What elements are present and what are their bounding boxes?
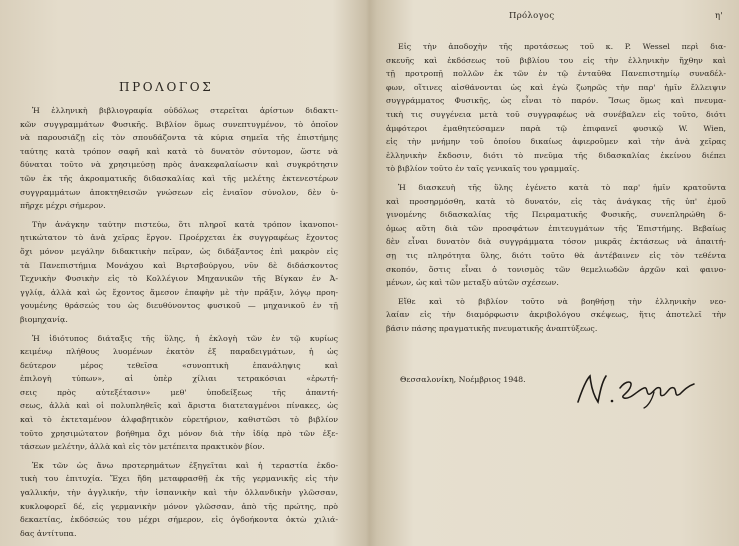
text-line: δύναται τοῦτο νὰ χρησιμεύσῃ πρὸς ἀνακεφαλαίωσιν καὶ συγκρότησιν bbox=[20, 160, 338, 170]
signature-icon bbox=[564, 368, 709, 410]
text-line: Ἡ ἑλληνικὴ βιβλιογραφία οὐδόλως στερεῖται ἀρίστων διδακτι- bbox=[32, 106, 338, 115]
text-line: Ἡ ἰδιότυπος διάταξις τῆς ὕλης, ἡ ἐκλογὴ τῶν ἐν τῷ κυρίως bbox=[32, 333, 338, 343]
text-line: Εἰς τὴν ἀποδοχὴν τῆς προτάσεως τοῦ κ. P. Wessel περὶ δια- bbox=[398, 42, 726, 51]
right-text-block bbox=[386, 40, 726, 335]
text-line: Ἐκ τῶν ὡς ἄνω προτερημάτων ἐξηγεῖται καὶ ἡ τεραστία ἐκδο- bbox=[32, 460, 338, 470]
text-line: Τὴν ἀνάγκην ταύτην πιστεύω, ὅτι πληροῖ κατὰ τρόπον ἱκανοποι- bbox=[32, 219, 338, 229]
text-line: τικὴ του ἐπιτυχία. Ἔχει ἤδη μεταφρασθῇ ἐκ τῆς γερμανικῆς εἰς τὴν bbox=[20, 474, 338, 484]
text-line: Τεχνικὴν Φυσικὴν εἰς τὸ Κολλέγιον Μηχανικῶν τῆς Βίγκαν ἐν Ἀ- bbox=[20, 274, 338, 284]
text-line: τοῦτο χρησιμώτατον βοήθημα ὄχι μόνον διὰ τὴν ἰδίᾳ πρὸ τῶν ἐξε- bbox=[20, 428, 338, 438]
text-line: δας ἀντίτυπα. bbox=[20, 528, 77, 538]
text-line: δεύτερον μέρος τεθεῖσα «συνοπτικὴ ἐπανάληψις καὶ bbox=[20, 360, 338, 370]
text-line: τῇ προτροπῇ πολλῶν ἐκ τῶν ἐν τῷ ἐνταῦθα Πανεπιστημίῳ συναδέλ- bbox=[386, 69, 726, 79]
left-text-block bbox=[20, 104, 338, 540]
text-line: πῆρχε μέχρι σήμερον. bbox=[20, 201, 106, 211]
text-line: εἰς τὴν μνήμην τοῦ ὁποίου δικαίως ἀφιεροῦμεν καὶ τὴν ἀνὰ χεῖρας bbox=[386, 137, 726, 147]
text-line: σεως, ἀλλὰ καὶ οἱ πολυπληθεῖς καὶ ἄριστα διατεταγμένοι πίνακες, ὡς bbox=[20, 401, 338, 411]
text-line: λαίαν εἰς τὴν διαμόρφωσιν ἀκριβολόγου σκέψεως, ἥτις ἀποτελεῖ τὴν bbox=[386, 310, 726, 320]
text-line: φων, οἵτινες αἰσθάνονται ὡς καὶ ἐγὼ ζωηρῶς τὴν παρ' ἡμῖν ἔλλειψιν bbox=[386, 82, 726, 92]
text-line: συγγραμμάτων ἀποκτηθεισῶν γνώσεων εἰς ἑνιαῖον σύνολον, δὲν ὑ- bbox=[20, 187, 338, 197]
text-line: ἐπιλογὴ τύπων», αἱ ὑπὲρ χίλιαι τετρακόσιαι «ἐρωτή- bbox=[20, 374, 338, 384]
left-page bbox=[0, 0, 360, 546]
text-line: βιομηχανίᾳ. bbox=[20, 314, 68, 324]
text-line: σκευῆς καὶ ἐκδόσεως τοῦ βιβλίου του εἰς τὴν ἑλληνικὴν ἤχθην καὶ bbox=[386, 55, 726, 65]
text-line: Ἡ διασκευὴ τῆς ὕλης ἐγένετο κατὰ τὸ παρ' ἡμῖν κρατοῦντα bbox=[398, 182, 726, 192]
text-line: κῶν συγγραμμάτων Φυσικῆς. Βιβλίον ὅμως συνεπτυγμένον, τὸ ὁποῖον bbox=[20, 119, 338, 129]
right-page bbox=[372, 0, 739, 546]
text-line: τὸ βιβλίον τοῦτο ἐν ταῖς γενικαῖς του γραμμαῖς. bbox=[386, 164, 580, 174]
text-line: βάσιν πάσης πραγματικῆς πνευματικῆς ἀναπτύξεως. bbox=[386, 323, 598, 333]
text-line: καὶ τὸ ἐκτεταμένον ἀλφαβητικὸν εὑρετήριον, καθιστῶσι τὸ βιβλίον bbox=[20, 415, 338, 425]
text-line: γινομένης διδασκαλίας τῆς Πειραματικῆς Φυσικῆς, συνεπληρώθη δ- bbox=[386, 210, 726, 220]
text-line: ητικώτατον τὸ ἀνὰ χεῖρας ἔργον. Προέρχεται ἐκ συγγραφέως ἔχοντος bbox=[20, 233, 338, 243]
text-line: ἑλληνικὴν ἔκδοσιν, διότι τὸ πνεῦμα τῆς διδασκαλίας ἐκείνου διέπει bbox=[386, 150, 726, 160]
text-line: γαλλικήν, τὴν ἀγγλικήν, τὴν ἰσπανικὴν καὶ τὴν ὁλλανδικὴν γλῶσσαν, bbox=[20, 488, 338, 498]
text-line: γγλίᾳ, ἀλλὰ καὶ ὡς ἔχοντος ἄμεσον ἐπαφὴν μὲ τὴν πρᾶξιν, λόγῳ προη- bbox=[20, 287, 338, 297]
text-line: ταύτης κατὰ τρόπον σαφῆ καὶ κατὰ τὸ δυνατὸν σύντομον, ὥστε νὰ bbox=[20, 146, 338, 156]
text-line: συγγράμματος Φυσικῆς, ὡς εἶναι τὸ παρόν. Ἴσως ὅμως καὶ πνευμα- bbox=[386, 96, 726, 106]
text-line: κειμένῳ πλήθους λυομένων ἑκατὸν ἐξ παραδειγμάτων, ἡ ὡς bbox=[20, 347, 338, 357]
text-line: ὄχι μόνον μεγάλην διδακτικὴν πεῖραν, ὡς διδάξαντος ἐπὶ μακρὸν εἰς bbox=[20, 246, 338, 256]
text-line: τῶν ἐκ τῆς ἀκροαματικῆς διδασκαλίας καὶ τῆς μελέτης ἐκτενεστέρων bbox=[20, 173, 338, 183]
text-line: ἀμφότεροι ἐμαθητεύσαμεν παρὰ τῷ ἐπιφανεῖ φυσικῷ W. Wien, bbox=[386, 123, 726, 133]
text-line: σεις πρὸς αὐτεξέτασιν» μεθ' ὑποδείξεως τῆς ἀπαντή- bbox=[20, 387, 338, 397]
text-line: σῃ τις πληρότητα ὕλης, διότι τοῦτο θὰ ἀντέβαινεν εἰς τὸν τεθέντα bbox=[386, 250, 726, 260]
text-line: δεκαετίας, ἐκδόσεώς του μέχρι σήμερον, εἰς ὀγδοήκοντα ὀκτὼ χιλιά- bbox=[20, 515, 338, 525]
text-line: δὲν εἶναι δυνατὸν διὰ συγγράμματα τόσον μικρᾶς ἐκτάσεως νὰ ἀπαιτή- bbox=[386, 237, 726, 247]
text-line: τικὴ τις συγγένεια μετὰ τοῦ συγγραφέως νὰ συνέβαλεν εἰς τοῦτο, διότι bbox=[386, 109, 726, 119]
page-number: η' bbox=[715, 11, 724, 21]
running-title: Πρόλογος bbox=[509, 11, 555, 21]
text-line: νὰ παρουσιάζῃ εἰς τὸν σπουδάζοντα τὰ κύρια σημεῖα τῆς ἐπιστήμης bbox=[20, 133, 338, 143]
text-line: μένων, ὡς καὶ τῶν μεταξὺ αὐτῶν σχέσεων. bbox=[386, 278, 559, 288]
place-date: Θεσσαλονίκη, Νοέμβριος 1948. bbox=[400, 375, 526, 384]
page-title: ΠΡΟΛΟΓΟΣ bbox=[119, 80, 214, 94]
text-line: καὶ προσηρμόσθη, κατὰ τὸ δυνατόν, εἰς τὰς ἀνάγκας τῆς ὑπ' ἐμοῦ bbox=[386, 196, 726, 206]
text-line: Εἴθε καὶ τὸ βιβλίον τοῦτο νὰ βοηθήσῃ τὴν ἑλληνικὴν νεο- bbox=[398, 296, 726, 306]
text-line: ὁμως αὕτη διὰ τῶν προσφάτων ἐπιτευγμάτων τῆς Ἐπιστήμης. Βεβαίως bbox=[386, 223, 726, 233]
text-line: σκοπόν, ὅστις εἶναι ὁ τονισμὸς τῶν θεμελιωδῶν ἀρχῶν καὶ φαινο- bbox=[386, 264, 726, 274]
text-line: τάσεων μελέτην, ἀλλὰ καὶ εἰς τὸν μετέπειτα πρακτικὸν βίον. bbox=[20, 442, 265, 452]
text-line: τὰ Πανεπιστήμια Μονάχου καὶ Βιρτσβούργου, νῦν δὲ διδάσκοντος bbox=[20, 260, 338, 270]
text-line: κυκλοφορεῖ δέ, εἰς γερμανικὴν μόνον γλῶσσαν, ἀπὸ τῆς πρώτης, πρὸ bbox=[20, 501, 338, 511]
text-line: γουμένης θράσεώς του ὡς διευθύνοντος φυσικοῦ — μηχανικοῦ ἐν τῇ bbox=[20, 301, 338, 311]
